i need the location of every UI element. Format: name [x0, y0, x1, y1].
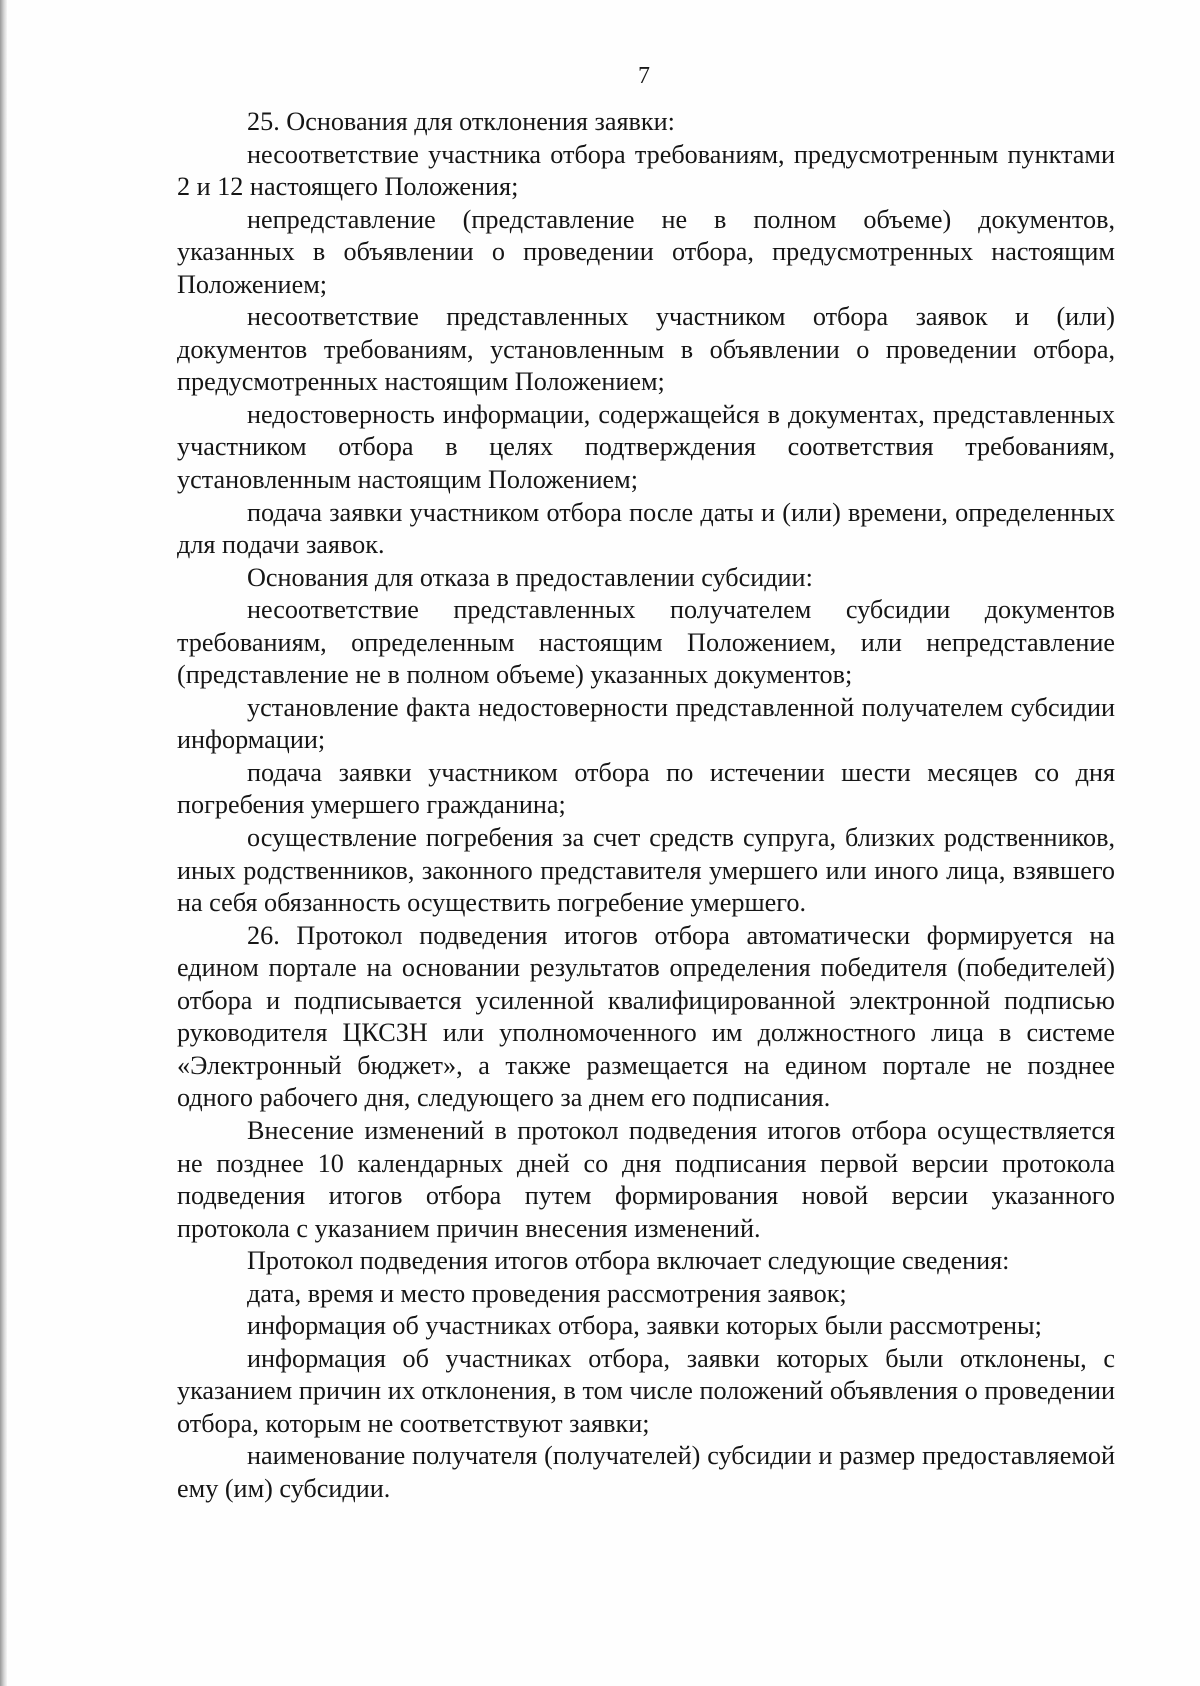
paragraph: наименование получателя (получателей) субсидии и размер предоставляемой ему (им) субсидии. — [177, 1441, 1115, 1503]
paragraph: Внесение изменений в протокол подведения итогов отбора осуществляется не позднее 10 календарных дней со дня подписания первой версии протокола подведения итогов отбора путем формирования новой версии указанного протокола с указанием причин внесения изменений. — [177, 1115, 1115, 1243]
paragraph-26: 26. Протокол подведения итогов отбора автоматически формируется на едином портале на основании результатов определения победителя (победителей) отбора и подписывается усиленной квалифицированной электронной подписью руководителя ЦКСЗН или уполномоченного им должностного лица в системе «Электронный бюджет», а также размещается на едином портале не позднее одного рабочего дня, следующего за днем его подписания. — [177, 920, 1115, 1113]
paragraph: осуществление погребения за счет средств супруга, близких родственников, иных родственников, законного представителя умершего или иного лица, взявшего на себя обязанность осуществить погребение умершего. — [177, 823, 1115, 918]
paragraph: несоответствие участника отбора требованиям, предусмотренным пунктами 2 и 12 настоящего Положения; — [177, 139, 1115, 202]
paragraph: непредставление (представление не в полном объеме) документов, указанных в объявлении о проведении отбора, предусмотренных настоящим Положением; — [177, 204, 1115, 299]
page-number: 7 — [638, 63, 650, 89]
paragraph: информация об участниках отбора, заявки которых были отклонены, с указанием причин их отклонения, в том числе положений объявления о проведении отбора, которым не соответствуют заявки; — [177, 1343, 1115, 1438]
paragraph-25-heading: 25. Основания для отклонения заявки: — [247, 107, 675, 136]
document-body — [177, 106, 1115, 1506]
paragraph: недостоверность информации, содержащейся в документах, представленных участником отбора в целях подтверждения соответствия требованиям, установленным настоящим Положением; — [177, 399, 1115, 495]
paragraph: установление факта недостоверности представленной получателем субсидии информации; — [177, 692, 1115, 755]
paragraph: несоответствие представленных получателем субсидии документов требованиям, определенным настоящим Положением, или непредставление (представление не в полном объеме) указанных документов; — [177, 595, 1115, 690]
paragraph: подача заявки участником отбора после даты и (или) времени, определенных для подачи заявок. — [177, 497, 1115, 560]
paragraph: несоответствие представленных участником отбора заявок и (или) документов требованиям, установленным в объявлении о проведении отбора, предусмотренных настоящим Положением; — [177, 302, 1115, 397]
paragraph: подача заявки участником отбора по истечении шести месяцев со дня погребения умершего гражданина; — [177, 757, 1115, 820]
paragraph-refusal-heading: Основания для отказа в предоставлении субсидии: — [247, 562, 813, 592]
scan-edge — [0, 0, 7, 1686]
paragraph: дата, время и место проведения рассмотрения заявок; — [247, 1278, 847, 1308]
paragraph: Протокол подведения итогов отбора включает следующие сведения: — [247, 1246, 1010, 1276]
paragraph: информация об участниках отбора, заявки которых были рассмотрены; — [247, 1311, 1042, 1341]
